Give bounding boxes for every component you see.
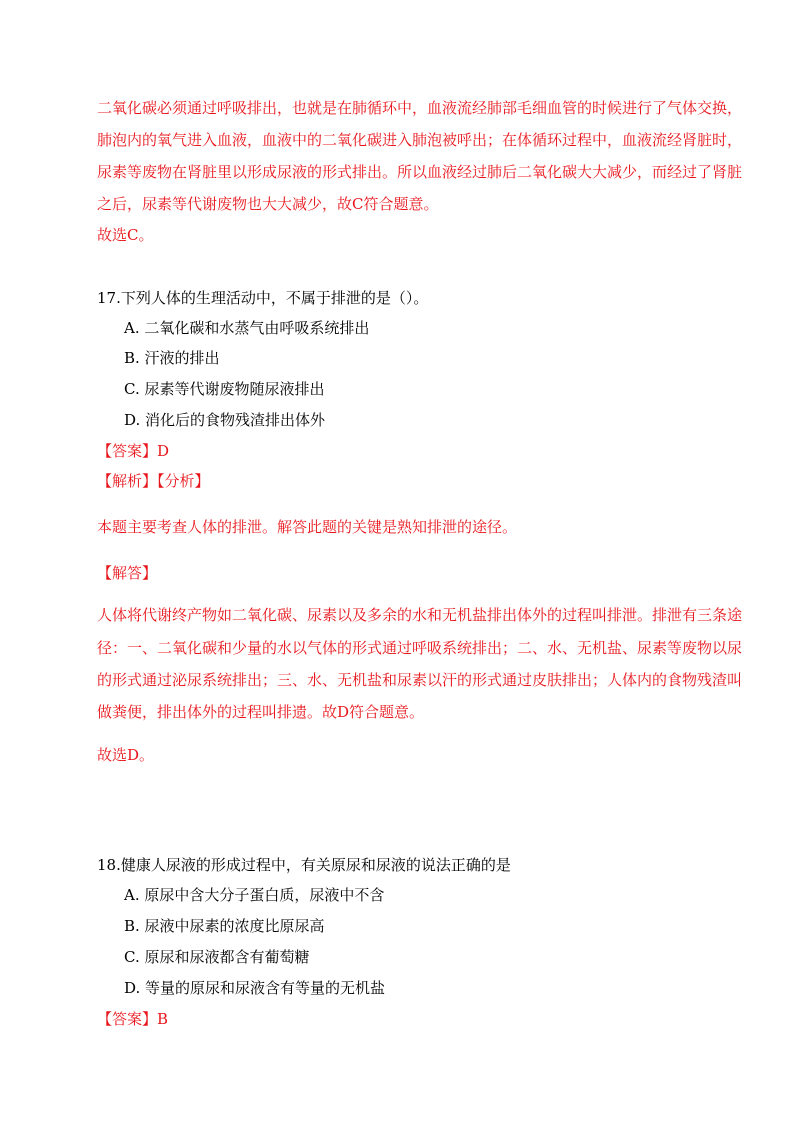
q17-option-b: B. 汗液的排出 [124,349,220,367]
q17-option-a: A. 二氧化碳和水蒸气由呼吸系统排出 [124,319,370,337]
q17-solution-line-3: 的形式通过泌尿系统排出；三、水、无机盐和尿素以汗的形式通过皮肤排出；人体内的食物残渣叫 [97,671,743,689]
q18-option-b: B. 尿液中尿素的浓度比原尿高 [124,917,325,935]
q17-solution-line-4: 做粪便，排出体外的过程叫排遗。故D符合题意。 [97,703,425,721]
prev-explanation-line-1: 二氧化碳必须通过呼吸排出，也就是在肺循环中，血液流经肺部毛细血管的时候进行了气体交换， [97,99,743,117]
q17-option-d: D. 消化后的食物残渣排出体外 [124,411,326,429]
q18-option-c: C. 原尿和尿液都含有葡萄糖 [124,948,310,966]
prev-explanation-line-2: 肺泡内的氧气进入血液，血液中的二氧化碳进入肺泡被呼出；在体循环过程中，血液流经肾脏时， [97,131,743,149]
q17-solution-line-1: 人体将代谢终产物如二氧化碳、尿素以及多余的水和无机盐排出体外的过程叫排泄。排泄有三条途 [97,606,743,624]
q17-solution-line-2: 径：一、二氧化碳和少量的水以气体的形式通过呼吸系统排出；二、水、无机盐、尿素等废物以尿 [97,639,743,657]
prev-explanation-line-4: 之后，尿素等代谢废物也大大减少，故C符合题意。 [97,195,439,213]
prev-explanation-line-3: 尿素等废物在肾脏里以形成尿液的形式排出。所以血液经过肺后二氧化碳大大减少，而经过了肾脏 [97,163,743,181]
q18-answer-tag: 【答案】 [97,1010,158,1028]
q18-option-d: D. 等量的原尿和尿液含有等量的无机盐 [124,979,386,997]
q17-answer: D [157,442,170,460]
q17-option-c: C. 尿素等代谢废物随尿液排出 [124,380,325,398]
q17-answer-tag: 【答案】 [97,442,158,460]
q17-solution-tag: 【解答】 [97,564,158,582]
q17-stem: 17.下列人体的生理活动中，不属于排泄的是（）。 [97,289,429,307]
q17-answer-row [97,441,169,461]
q18-stem: 18.健康人尿液的形成过程中，有关原尿和尿液的说法正确的是 [97,856,511,874]
q17-conclusion: 故选D。 [97,746,155,764]
q18-answer: B [157,1010,169,1028]
q18-option-a: A. 原尿中含大分子蛋白质，尿液中不含 [124,886,385,904]
q17-analysis: 本题主要考查人体的排泄。解答此题的关键是熟知排泄的途径。 [97,518,518,536]
q17-analysis-tag: 【解析】【分析】 [97,472,210,490]
prev-conclusion: 故选C。 [97,226,154,244]
q18-answer-row [97,1009,168,1029]
